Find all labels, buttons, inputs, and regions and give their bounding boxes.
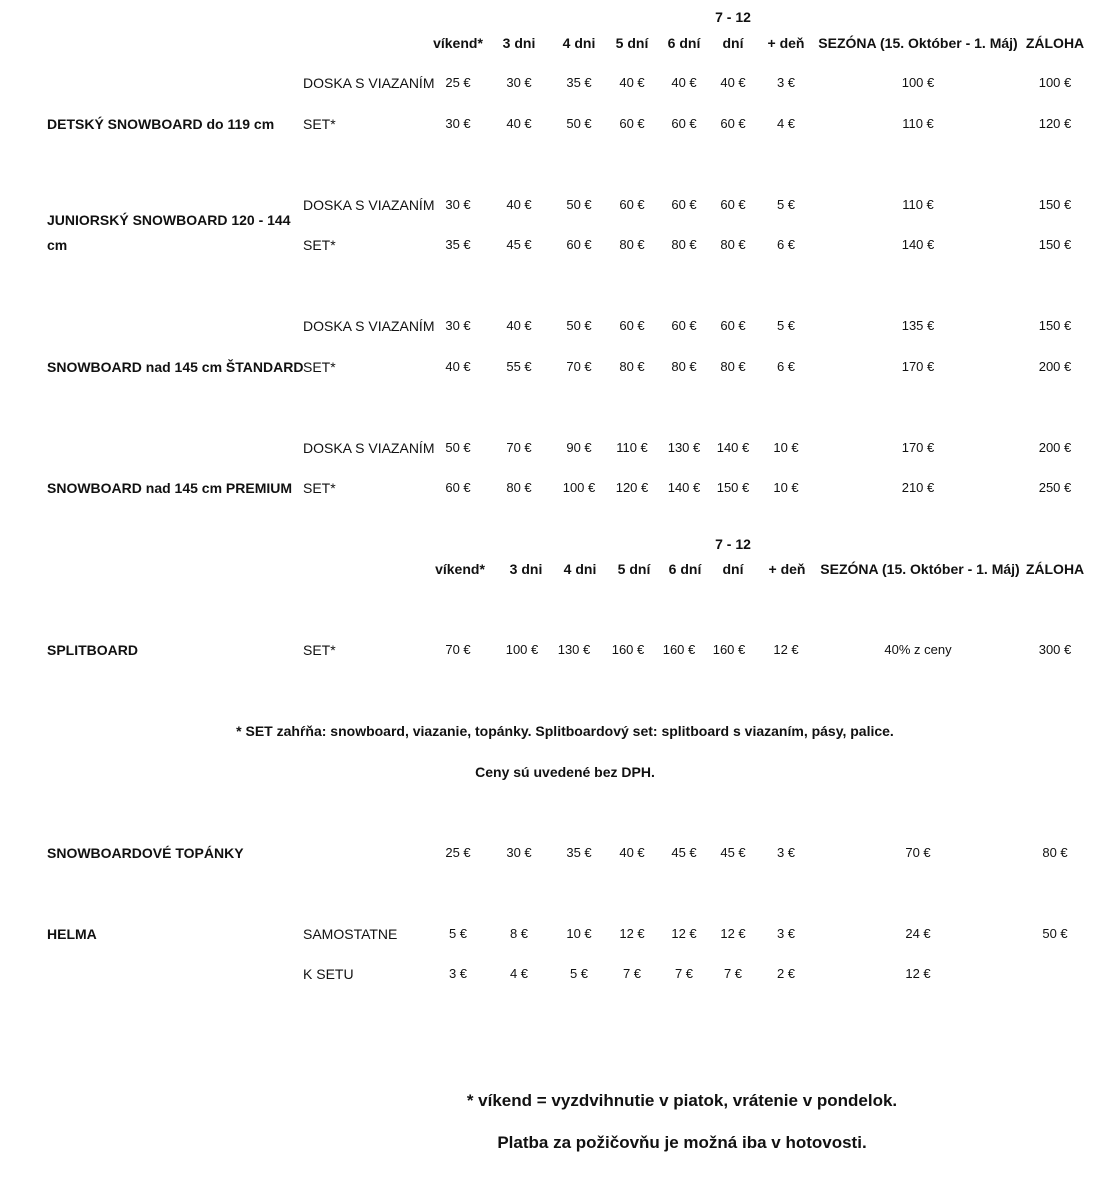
price-cell: 100 € [562,480,596,495]
price-cell: 7 € [622,966,642,981]
price-cell: 3 € [776,845,796,860]
payment-note: Platba za požičovňu je možná iba v hotovosti. [497,1133,867,1152]
price-cell: 130 € [667,440,701,455]
header-col-7: SEZÓNA (15. Október - 1. Máj) [818,35,1018,51]
price-cell: 25 € [445,845,471,860]
price-cell: 12 € [773,642,799,657]
price-cell: 200 € [1038,440,1072,455]
price-cell: 12 € [905,966,931,981]
price-cell: 40 € [445,359,471,374]
product-name: SNOWBOARD nad 145 cm PREMIUM [47,480,293,496]
header-col-5: dní [722,561,744,577]
price-cell: 40 € [506,197,532,212]
price-cell: 40 € [506,318,532,333]
price-cell: 45 € [720,845,746,860]
price-cell: 160 € [662,642,696,657]
price-cell: 160 € [611,642,645,657]
header-col-8: ZÁLOHA [1025,561,1085,577]
product-name: SNOWBOARDOVÉ TOPÁNKY [47,845,244,861]
set-note: * SET zahŕňa: snowboard, viazanie, topánky. Splitboardový set: splitboard s viazaním, pásy, palice. [236,723,894,739]
price-cell: 40 € [619,75,645,90]
price-cell: 60 € [619,116,645,131]
price-cell: 70 € [566,359,592,374]
price-cell: 50 € [566,318,592,333]
price-cell: 210 € [901,480,935,495]
header-col-5: dní [722,35,744,51]
price-cell: 8 € [509,926,529,941]
price-cell: 7 € [723,966,743,981]
product-name-cont: cm [47,237,68,253]
header-col-8: ZÁLOHA [1025,35,1085,51]
row-type: DOSKA S VIAZANÍM [303,75,435,91]
price-cell: 80 € [619,359,645,374]
price-cell: 135 € [901,318,935,333]
price-cell: 5 € [776,318,796,333]
price-cell: 5 € [448,926,468,941]
price-cell: 200 € [1038,359,1072,374]
price-cell: 6 € [776,237,796,252]
header-col-7: SEZÓNA (15. Október - 1. Máj) [820,561,1020,577]
header-col-6: + deň [768,561,806,577]
weekend-note: * víkend = vyzdvihnutie v piatok, vrátenie v pondelok. [466,1091,898,1110]
price-cell: 60 € [671,197,697,212]
header-col-4: 6 dní [668,561,702,577]
price-cell: 40 € [671,75,697,90]
price-cell: 140 € [901,237,935,252]
price-cell: 50 € [445,440,471,455]
header-col-3: 5 dní [617,561,651,577]
price-cell: 70 € [506,440,532,455]
price-cell: 70 € [445,642,471,657]
price-cell: 30 € [445,197,471,212]
price-cell: 60 € [671,116,697,131]
header-col-2: 4 dni [562,35,596,51]
price-cell: 3 € [776,926,796,941]
row-type: DOSKA S VIAZANÍM [303,318,435,334]
price-cell: 3 € [448,966,468,981]
price-cell: 5 € [569,966,589,981]
price-cell: 110 € [616,440,648,455]
price-cell: 60 € [671,318,697,333]
price-cell: 90 € [566,440,592,455]
header-col-2: 4 dni [563,561,597,577]
row-type: SAMOSTATNE [303,926,398,942]
price-cell: 60 € [720,318,746,333]
price-cell: 80 € [619,237,645,252]
price-cell: 250 € [1038,480,1072,495]
price-cell: 150 € [1038,318,1072,333]
price-cell: 80 € [1042,845,1068,860]
price-cell: 140 € [667,480,701,495]
price-cell: 30 € [506,845,532,860]
price-cell: 80 € [671,237,697,252]
price-cell: 100 € [901,75,935,90]
price-cell: 10 € [773,440,799,455]
price-cell: 7 € [674,966,694,981]
price-cell: 50 € [566,197,592,212]
price-cell: 300 € [1038,642,1072,657]
row-type: DOSKA S VIAZANÍM [303,197,435,213]
row-type: SET* [303,642,336,658]
price-cell: 30 € [445,116,471,131]
header-col-6: + deň [767,35,805,51]
price-cell: 80 € [720,359,746,374]
price-cell: 80 € [720,237,746,252]
price-cell: 55 € [506,359,532,374]
price-cell: 130 € [557,642,591,657]
price-cell: 12 € [671,926,697,941]
price-cell: 45 € [671,845,697,860]
row-type: SET* [303,237,336,253]
product-name: SPLITBOARD [47,642,138,658]
price-cell: 10 € [773,480,799,495]
price-cell: 12 € [720,926,746,941]
row-type: SET* [303,116,336,132]
price-cell: 150 € [1038,197,1072,212]
price-cell: 30 € [506,75,532,90]
price-cell: 60 € [619,318,645,333]
price-cell: 100 € [505,642,539,657]
header-col-0: víkend* [433,35,483,51]
price-cell: 120 € [1038,116,1072,131]
header-top-label: 7 - 12 [715,9,751,25]
header-col-1: 3 dni [502,35,536,51]
price-cell: 24 € [905,926,931,941]
price-cell: 40 € [506,116,532,131]
vat-note: Ceny sú uvedené bez DPH. [475,764,655,780]
price-cell: 150 € [1038,237,1072,252]
header-col-0: víkend* [435,561,485,577]
price-cell: 150 € [716,480,750,495]
price-cell: 60 € [720,116,746,131]
price-cell: 25 € [445,75,471,90]
price-cell: 2 € [776,966,796,981]
price-cell: 10 € [566,926,592,941]
price-cell: 40% z ceny [884,642,952,657]
price-cell: 35 € [566,75,592,90]
price-cell: 40 € [619,845,645,860]
price-cell: 60 € [619,197,645,212]
price-cell: 110 € [902,116,934,131]
price-cell: 5 € [776,197,796,212]
price-cell: 100 € [1038,75,1072,90]
price-cell: 80 € [671,359,697,374]
price-cell: 12 € [619,926,645,941]
price-cell: 4 € [509,966,529,981]
price-cell: 120 € [615,480,649,495]
header-top-label: 7 - 12 [715,536,751,552]
price-cell: 70 € [905,845,931,860]
price-cell: 4 € [776,116,796,131]
price-cell: 6 € [776,359,796,374]
price-cell: 3 € [776,75,796,90]
price-cell: 40 € [720,75,746,90]
header-col-4: 6 dní [667,35,701,51]
product-name: DETSKÝ SNOWBOARD do 119 cm [47,116,275,132]
row-type: K SETU [303,966,354,982]
price-cell: 160 € [712,642,746,657]
product-name: JUNIORSKÝ SNOWBOARD 120 - 144 [47,212,291,228]
price-cell: 60 € [720,197,746,212]
price-cell: 140 € [716,440,750,455]
price-cell: 35 € [566,845,592,860]
price-cell: 170 € [901,359,935,374]
row-type: DOSKA S VIAZANÍM [303,440,435,456]
product-name: SNOWBOARD nad 145 cm ŠTANDARD [47,359,304,375]
price-cell: 60 € [566,237,592,252]
header-col-1: 3 dni [509,561,543,577]
price-cell: 80 € [506,480,532,495]
price-cell: 45 € [506,237,532,252]
price-cell: 50 € [566,116,592,131]
price-cell: 170 € [901,440,935,455]
header-col-3: 5 dní [615,35,649,51]
price-cell: 35 € [445,237,471,252]
row-type: SET* [303,480,336,496]
price-cell: 50 € [1042,926,1068,941]
row-type: SET* [303,359,336,375]
product-name: HELMA [47,926,97,942]
price-cell: 110 € [902,197,934,212]
price-cell: 30 € [445,318,471,333]
price-cell: 60 € [445,480,471,495]
